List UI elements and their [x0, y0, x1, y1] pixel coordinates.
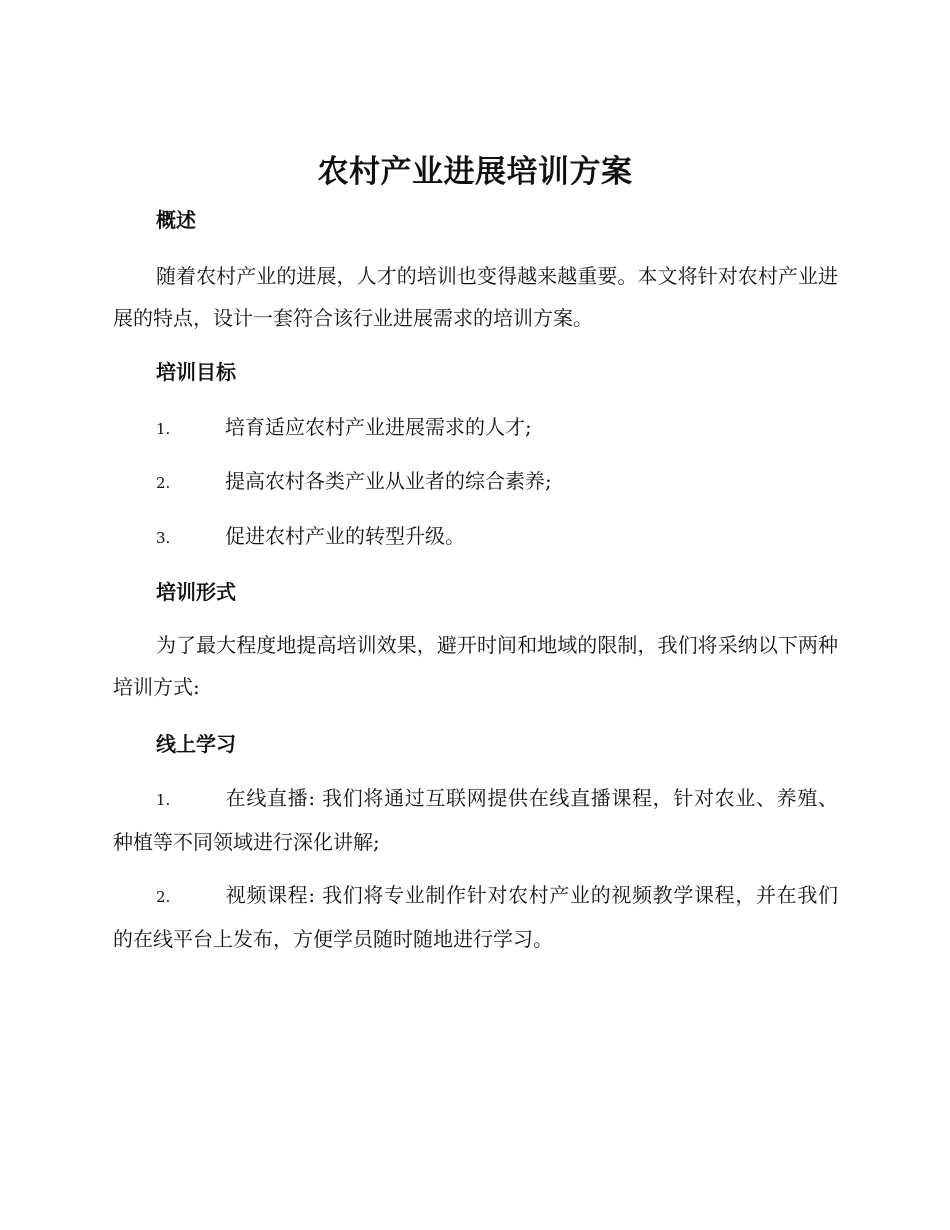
document-title: 农村产业进展培训方案 [317, 154, 633, 190]
list-number: 2. [156, 474, 171, 492]
list-number: 1. [156, 791, 171, 809]
list-item-text: 在线直播: 我们将通过互联网提供在线直播课程，针对农业、养殖、种植等不同领域进行深化讲解; [113, 786, 838, 854]
list-number: 2. [156, 888, 171, 906]
list-item-text: 提高农村各类产业从业者的综合素养; [225, 469, 552, 493]
online-item [113, 874, 838, 960]
list-item-text: 培育适应农村产业进展需求的人才; [225, 415, 532, 439]
list-item-text: 促进农村产业的转型升级。 [225, 524, 465, 548]
goal-item [113, 515, 838, 559]
list-number: 3. [156, 529, 171, 547]
list-number: 1. [156, 420, 171, 438]
list-item-text: 视频课程: 我们将专业制作针对农村产业的视频教学课程，并在我们的在线平台上发布，方便学员随时随地进行学习。 [113, 883, 838, 951]
section-heading-goals: 培训目标 [156, 360, 236, 384]
section-heading-online: 线上学习 [156, 732, 236, 756]
overview-paragraph: 随着农村产业的进展，人才的培训也变得越来越重要。本文将针对农村产业进展的特点，设计一套符合该行业进展需求的培训方案。 [113, 264, 838, 330]
online-item [113, 777, 838, 863]
goal-item [113, 460, 838, 504]
section-heading-overview: 概述 [156, 208, 196, 232]
goal-item [113, 406, 838, 450]
format-paragraph: 为了最大程度地提高培训效果，避开时间和地域的限制，我们将采纳以下两种培训方式: [113, 633, 838, 699]
section-heading-format: 培训形式 [156, 580, 236, 604]
